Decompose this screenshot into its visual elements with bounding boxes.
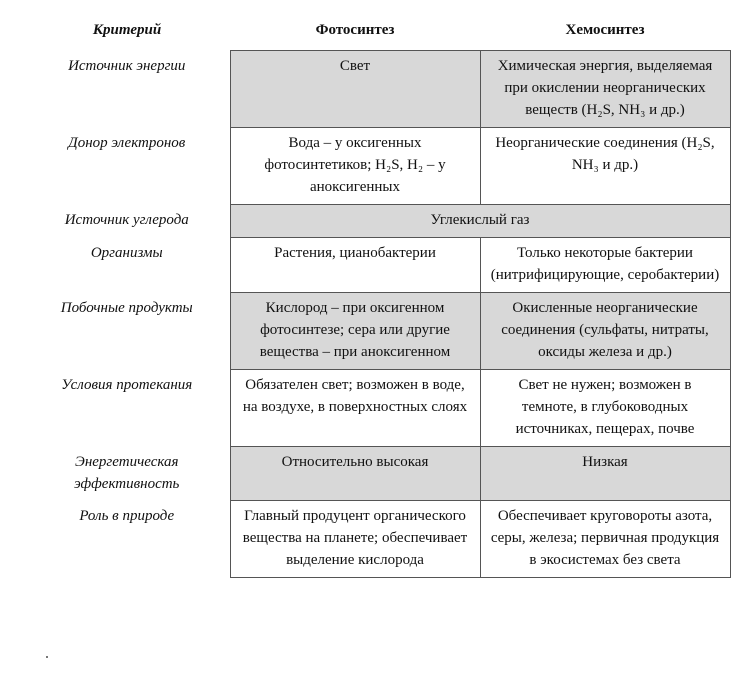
photo-cell: Свет — [230, 51, 480, 128]
table-row — [24, 128, 730, 205]
row-label: Энергетическая эффективность — [74, 453, 180, 492]
chemo-cell: Низкая — [480, 447, 730, 501]
table-row — [24, 51, 730, 128]
chemo-cell: Окисленные неорганические соединения (сульфаты, нитраты, оксиды железа и др.) — [480, 293, 730, 370]
photo-cell: Обязателен свет; возможен в воде, на воздухе, в поверхностных слоях — [230, 370, 480, 447]
row-label: Источник энергии — [68, 57, 186, 74]
stray-mark — [46, 656, 48, 658]
row-label: Источник углерода — [64, 211, 189, 228]
row-label: Организмы — [90, 244, 163, 261]
merged-cell: Углекислый газ — [230, 205, 730, 238]
row-label: Условия протекания — [61, 376, 193, 393]
chemo-cell: Химическая энергия, выделяемая при окислении неорганических веществ (H₂S, NH₃ и др.) — [480, 51, 730, 128]
photo-cell: Вода – у оксигенных фотосинтетиков; H₂S, H₂ – у аноксигенных — [230, 128, 480, 205]
chemo-cell: Неорганические соединения (H₂S, NH₃ и др.) — [480, 128, 730, 205]
comparison-table — [24, 12, 731, 578]
table-row — [24, 370, 730, 447]
table-row — [24, 238, 730, 293]
header-photosynthesis: Фотосинтез — [315, 22, 395, 38]
row-label: Донор электронов — [68, 134, 186, 151]
table-row — [24, 501, 730, 578]
photo-cell: Относительно высокая — [230, 447, 480, 501]
header-chemosynthesis: Хемосинтез — [565, 22, 645, 38]
chemo-cell: Обеспечивает круговороты азота, серы, железа; первичная продукция в экосистемах без света — [480, 501, 730, 578]
table-row — [24, 447, 730, 501]
header-criterion: Критерий — [92, 22, 162, 39]
photo-cell: Растения, цианобактерии — [230, 238, 480, 293]
table-row — [24, 293, 730, 370]
table-row — [24, 205, 730, 238]
row-label: Побочные продукты — [60, 299, 193, 316]
chemo-cell: Только некоторые бактерии (нитрифицирующие, серобактерии) — [480, 238, 730, 293]
photo-cell: Кислород – при оксигенном фотосинтезе; сера или другие вещества – при аноксигенном — [230, 293, 480, 370]
photo-cell: Главный продуцент органического вещества на планете; обеспечивает выделение кислорода — [230, 501, 480, 578]
header-row — [24, 12, 730, 51]
row-label: Роль в природе — [79, 507, 175, 524]
chemo-cell: Свет не нужен; возможен в темноте, в глубоководных источниках, пещерах, почве — [480, 370, 730, 447]
